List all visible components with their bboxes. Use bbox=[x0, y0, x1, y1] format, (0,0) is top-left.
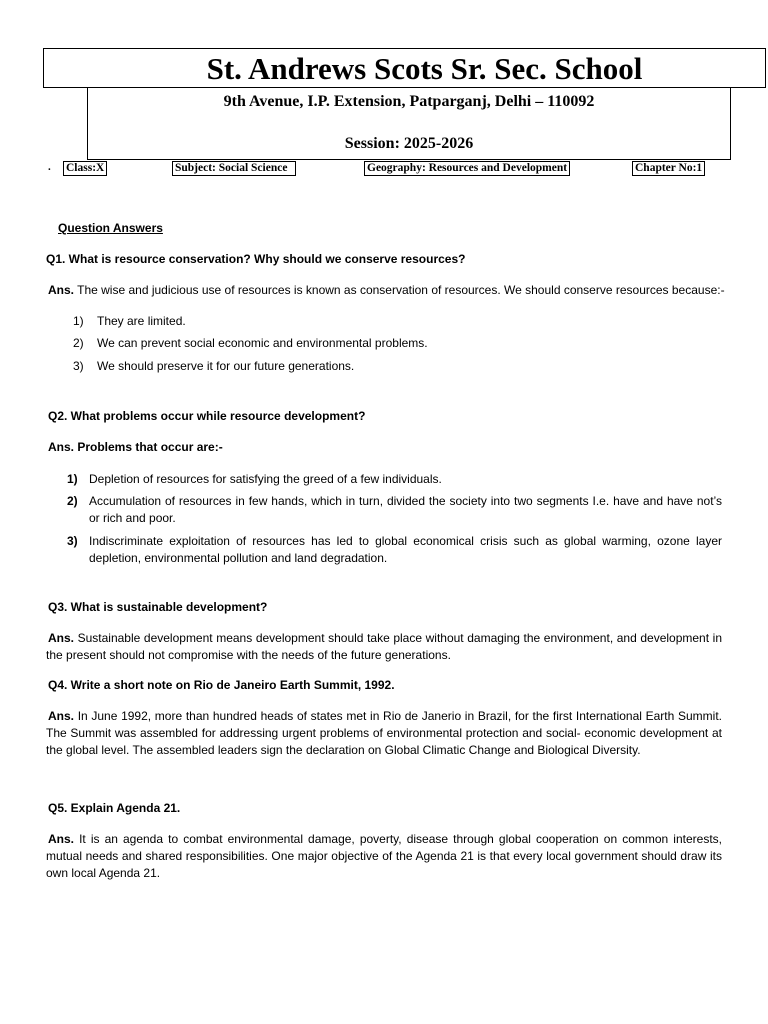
list-number: 2) bbox=[73, 336, 84, 350]
answer-5-text: It is an agenda to combat environmental damage, poverty, disease through global cooperation on common interests, mutual needs and shared responsibilities. One major objective of the Agenda 21 is that every local government should draw its own local Agenda 21. bbox=[46, 832, 722, 880]
answer-label: Ans. bbox=[48, 631, 75, 645]
list-number: 1) bbox=[67, 472, 78, 486]
list-text: We can prevent social economic and environmental problems. bbox=[97, 336, 428, 350]
list-text: Depletion of resources for satisfying the greed of a few individuals. bbox=[89, 472, 442, 486]
answer-1 bbox=[48, 283, 728, 297]
session-label: Session: 2025-2026 bbox=[344, 135, 474, 152]
answer-label: Ans. bbox=[48, 283, 75, 297]
info-dot: . bbox=[48, 161, 51, 173]
answer-3 bbox=[46, 630, 722, 664]
list-number: 2) bbox=[67, 494, 78, 508]
chapter-label: Chapter No:1 bbox=[632, 161, 705, 176]
list-text: They are limited. bbox=[97, 314, 186, 328]
school-name: St. Andrews Scots Sr. Sec. School bbox=[206, 51, 643, 86]
list-item bbox=[73, 335, 713, 352]
answer-3-text: Sustainable development means development should take place without damaging the environment, and development in the present should not compromise with the needs of the future generations. bbox=[46, 631, 722, 662]
list-text: We should preserve it for our future generations. bbox=[97, 359, 355, 373]
class-label: Class:X bbox=[63, 161, 107, 176]
question-4: Q4. Write a short note on Rio de Janeiro Earth Summit, 1992. bbox=[48, 678, 395, 692]
address-box bbox=[87, 88, 731, 160]
list-number: 3) bbox=[73, 359, 84, 373]
list-number: 3) bbox=[67, 534, 78, 548]
answer-label: Ans. bbox=[48, 832, 75, 846]
list-text: Accumulation of resources in few hands, which in turn, divided the society into two segments I.e. have and have not’s or rich and poor. bbox=[89, 494, 722, 525]
topic-label: Geography: Resources and Development bbox=[364, 161, 570, 176]
school-header-box bbox=[43, 48, 766, 88]
list-item bbox=[73, 358, 713, 375]
answer-label: Ans. bbox=[48, 709, 75, 723]
subject-label: Subject: Social Science bbox=[172, 161, 296, 176]
answer-4-text: In June 1992, more than hundred heads of states met in Rio de Janerio in Brazil, for the first International Earth Summit. The Summit was assembled for addressing urgent problems of environmental protection and social- economic development at the global level. The assembled leaders sign the declaration on Global Climatic Change and Biological Diversity. bbox=[46, 709, 722, 757]
school-address: 9th Avenue, I.P. Extension, Patparganj, Delhi – 110092 bbox=[223, 93, 595, 110]
question-1: Q1. What is resource conservation? Why should we conserve resources? bbox=[46, 252, 466, 266]
answer-4 bbox=[46, 708, 722, 759]
question-2: Q2. What problems occur while resource development? bbox=[48, 409, 366, 423]
list-item bbox=[67, 493, 722, 527]
answer-5 bbox=[46, 831, 722, 882]
question-3: Q3. What is sustainable development? bbox=[48, 600, 268, 614]
list-item bbox=[73, 313, 713, 330]
list-item bbox=[67, 471, 722, 488]
list-item bbox=[67, 533, 722, 567]
list-number: 1) bbox=[73, 314, 84, 328]
answer-2-intro: Ans. Problems that occur are:- bbox=[48, 440, 223, 454]
section-heading: Question Answers bbox=[58, 221, 163, 235]
list-text: Indiscriminate exploitation of resources has led to global economical crisis such as global warming, ozone layer depletion, environmental pollution and land degradation. bbox=[89, 534, 722, 565]
question-5: Q5. Explain Agenda 21. bbox=[48, 801, 181, 815]
answer-1-text: The wise and judicious use of resources is known as conservation of resources. We should conserve resources because:- bbox=[74, 283, 725, 297]
